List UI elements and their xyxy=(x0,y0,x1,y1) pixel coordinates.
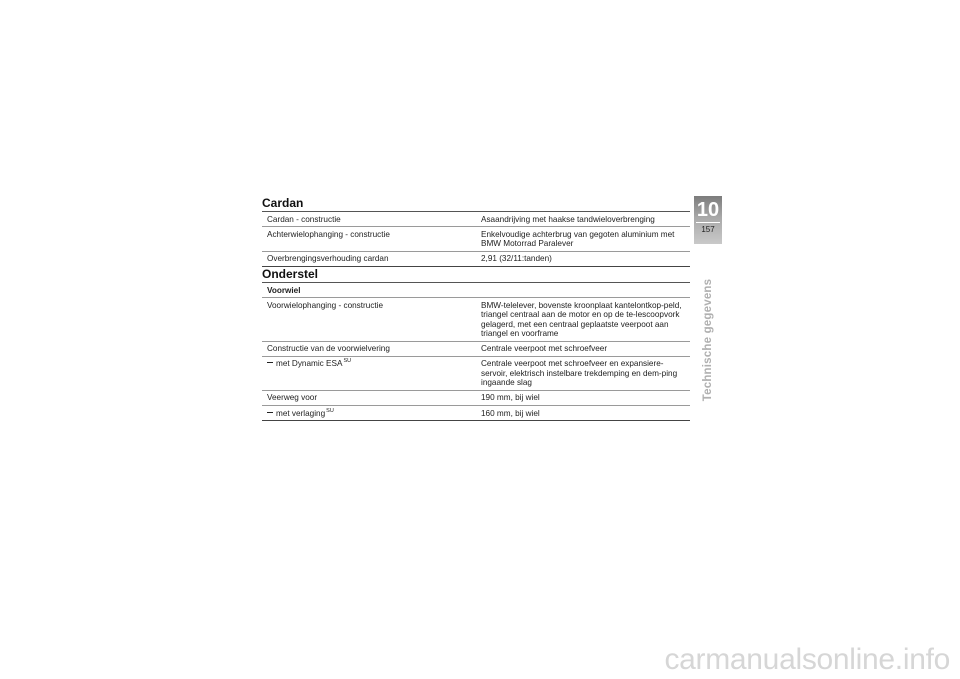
table-row xyxy=(262,356,690,390)
dash-icon xyxy=(267,412,273,413)
row-value: 160 mm, bij wiel xyxy=(476,406,690,421)
row-label: met Dynamic ESA xyxy=(276,359,343,369)
subheading-voorwiel: Voorwiel xyxy=(262,283,690,298)
dash-icon xyxy=(267,362,273,363)
row-value: Centrale veerpoot met schroefveer xyxy=(476,341,690,356)
row-value: BMW-telelever, bovenste kroonplaat kantelontkop-peld, triangel centraal aan de motor en op de te-lescoopvork gelagerd, met een centraal geplaatste veerpoot aan triangel en voorframe xyxy=(476,298,690,341)
table-row xyxy=(262,227,690,252)
row-value: 2,91 (32/11:tanden) xyxy=(476,251,690,266)
row-label-cell xyxy=(262,356,476,390)
row-label: Constructie van de voorwielvering xyxy=(262,341,476,356)
onderstel-table xyxy=(262,282,690,421)
cardan-table xyxy=(262,211,690,267)
section-title-cardan: Cardan xyxy=(262,196,304,210)
row-label: Cardan - constructie xyxy=(262,212,476,227)
table-row xyxy=(262,251,690,266)
row-value: 190 mm, bij wiel xyxy=(476,390,690,405)
row-label-cell xyxy=(262,406,476,421)
row-value: Asaandrijving met haakse tandwieloverbrenging xyxy=(476,212,690,227)
chapter-side-title: Technische gegevens xyxy=(702,278,714,402)
option-superscript: SU xyxy=(343,358,352,365)
option-superscript: SU xyxy=(326,407,334,414)
row-label: Overbrengingsverhouding cardan xyxy=(262,251,476,266)
table-row xyxy=(262,212,690,227)
page-number: 157 xyxy=(701,225,715,234)
section-title-onderstel: Onderstel xyxy=(262,267,319,282)
page-content xyxy=(262,196,690,421)
table-row xyxy=(262,406,690,421)
table-row xyxy=(262,390,690,405)
watermark: carmanualsonline.info xyxy=(664,643,950,676)
row-label: Voorwielophanging - constructie xyxy=(262,298,476,341)
table-subheading-row xyxy=(262,283,690,298)
row-label: met verlaging xyxy=(276,408,326,418)
chapter-tab xyxy=(694,196,722,244)
row-label: Achterwielophanging - constructie xyxy=(262,227,476,252)
row-value: Centrale veerpoot met schroefveer en expansiere-servoir, elektrisch instelbare trekdemping en dem-ping ingaande slag xyxy=(476,356,690,390)
chapter-number: 10 xyxy=(696,199,720,221)
table-row xyxy=(262,341,690,356)
row-value: Enkelvoudige achterbrug van gegoten aluminium met BMW Motorrad Paralever xyxy=(476,227,690,252)
table-row xyxy=(262,298,690,341)
row-label: Veerweg voor xyxy=(262,390,476,405)
tab-divider xyxy=(696,222,720,223)
